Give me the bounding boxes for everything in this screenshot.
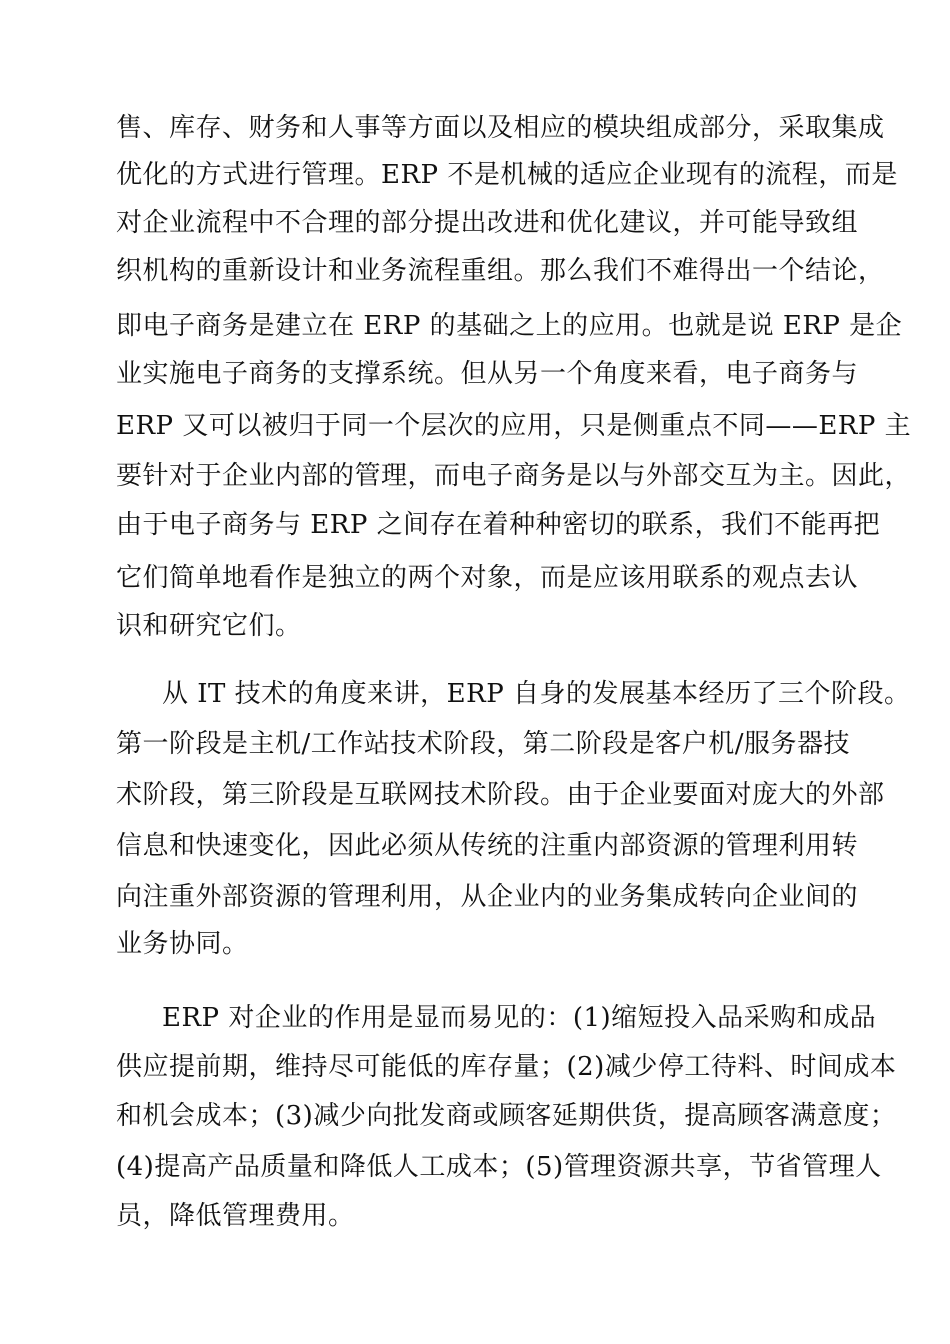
paragraph-3-line-1: ERP 对企业的作用是显而易见的：(1)缩短投入品采购和成品 xyxy=(162,1003,877,1033)
paragraph-1-line-6: 业实施电子商务的支撑系统。但从另一个角度来看，电子商务与 xyxy=(116,359,859,389)
paragraph-1-line-1: 售、库存、财务和人事等方面以及相应的模块组成部分，采取集成 xyxy=(116,113,885,143)
paragraph-2-line-6: 业务协同。 xyxy=(116,929,249,959)
paragraph-1-line-3: 对企业流程中不合理的部分提出改进和优化建议，并可能导致组 xyxy=(116,208,859,238)
paragraph-1-line-5: 即电子商务是建立在 ERP 的基础之上的应用。也就是说 ERP 是企 xyxy=(116,311,903,341)
paragraph-3-line-5: 员，降低管理费用。 xyxy=(116,1201,355,1231)
paragraph-2-line-5: 向注重外部资源的管理利用，从企业内的业务集成转向企业间的 xyxy=(116,882,859,912)
paragraph-1-line-11: 识和研究它们。 xyxy=(116,611,302,641)
paragraph-2-line-1: 从 IT 技术的角度来讲，ERP 自身的发展基本经历了三个阶段。 xyxy=(162,679,911,709)
paragraph-2-line-3: 术阶段，第三阶段是互联网技术阶段。由于企业要面对庞大的外部 xyxy=(116,780,885,810)
paragraph-2-line-2: 第一阶段是主机/工作站技术阶段，第二阶段是客户机/服务器技 xyxy=(116,729,851,759)
paragraph-3-line-4: (4)提高产品质量和降低人工成本；(5)管理资源共享，节省管理人 xyxy=(116,1152,882,1182)
paragraph-1-line-4: 织机构的重新设计和业务流程重组。那么我们不难得出一个结论， xyxy=(116,256,885,286)
paragraph-1-line-2: 优化的方式进行管理。ERP 不是机械的适应企业现有的流程，而是 xyxy=(116,160,898,190)
paragraph-1-line-10: 它们简单地看作是独立的两个对象，而是应该用联系的观点去认 xyxy=(116,563,859,593)
paragraph-3-line-2: 供应提前期，维持尽可能低的库存量；(2)减少停工待料、时间成本 xyxy=(116,1052,897,1082)
paragraph-3-line-3: 和机会成本；(3)减少向批发商或顾客延期供货，提高顾客满意度； xyxy=(116,1101,897,1131)
paragraph-1-line-7: ERP 又可以被归于同一个层次的应用，只是侧重点不同——ERP 主 xyxy=(116,411,912,441)
paragraph-2-line-4: 信息和快速变化，因此必须从传统的注重内部资源的管理利用转 xyxy=(116,831,859,861)
paragraph-1-line-9: 由于电子商务与 ERP 之间存在着种种密切的联系，我们不能再把 xyxy=(116,510,881,540)
paragraph-1-line-8: 要针对于企业内部的管理，而电子商务是以与外部交互为主。因此， xyxy=(116,461,912,491)
